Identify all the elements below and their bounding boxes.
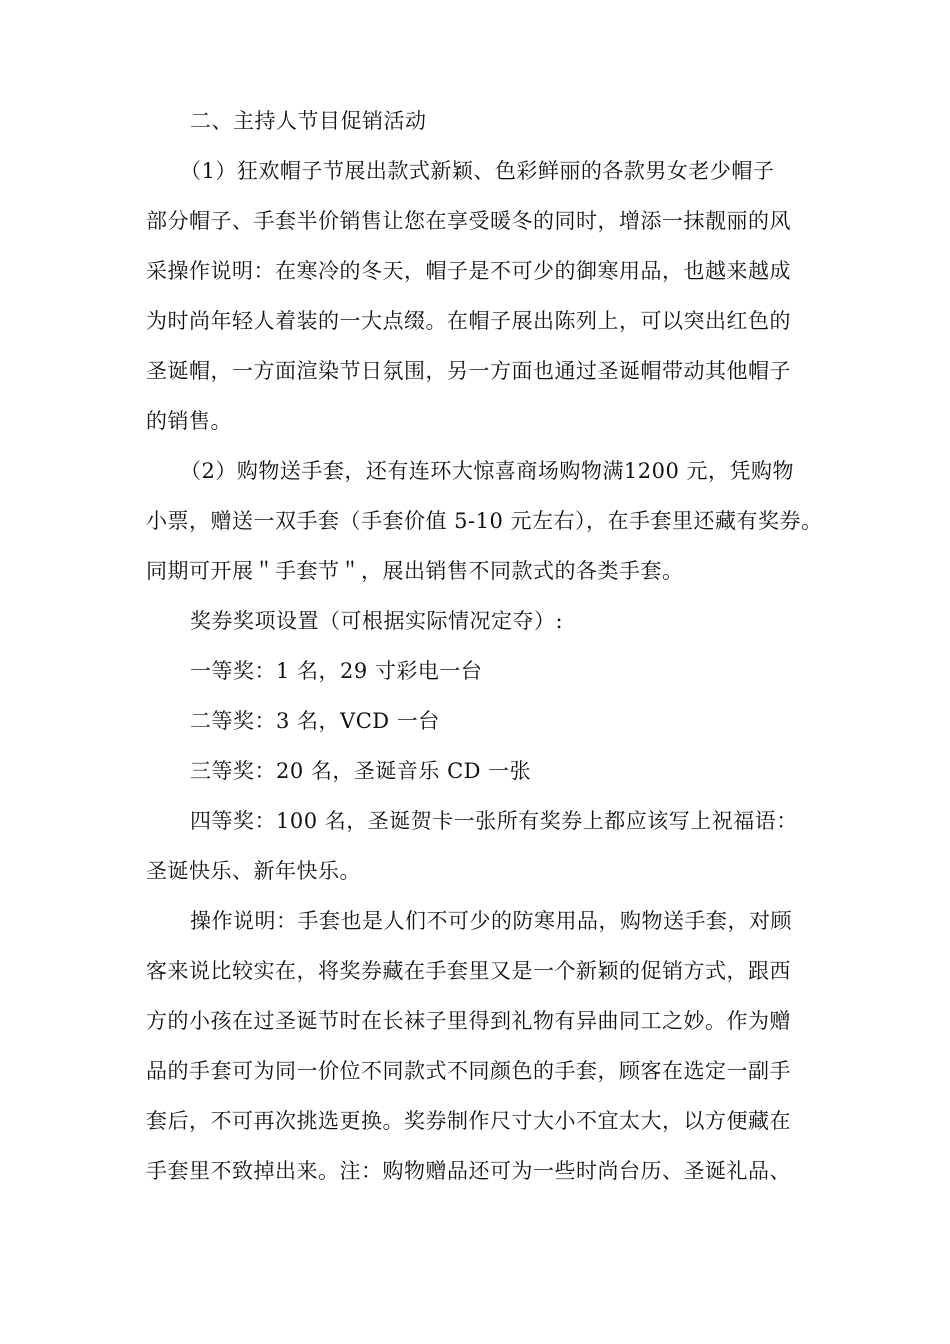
- paragraph-line: 套后，不可再次挑选更换。奖券制作尺寸大小不宜太大，以方便藏在: [146, 1109, 791, 1133]
- prize-first: 一等奖：1 名，29 寸彩电一台: [190, 659, 483, 683]
- prize-third: 三等奖：20 名，圣诞音乐 CD 一张: [190, 759, 532, 783]
- paragraph-line: 部分帽子、手套半价销售让您在享受暖冬的同时，增添一抹靓丽的风: [146, 209, 791, 233]
- paragraph-line: 圣诞快乐、新年快乐。: [146, 859, 361, 883]
- paragraph-line: 小票，赠送一双手套（手套价值 5-10 元左右），在手套里还藏有奖券。: [146, 509, 823, 533]
- prize-second: 二等奖：3 名，VCD 一台: [190, 709, 440, 733]
- paragraph-line: 圣诞帽，一方面渲染节日氛围，另一方面也通过圣诞帽带动其他帽子: [146, 359, 791, 383]
- paragraph-line: 操作说明：手套也是人们不可少的防寒用品，购物送手套，对顾: [190, 909, 792, 933]
- prize-fourth: 四等奖：100 名，圣诞贺卡一张所有奖券上都应该写上祝福语：: [190, 809, 798, 833]
- paragraph-line: 手套里不致掉出来。注：购物赠品还可为一些时尚台历、圣诞礼品、: [146, 1159, 791, 1183]
- prize-intro: 奖券奖项设置（可根据实际情况定夺）:: [190, 609, 564, 633]
- paragraph-line: 方的小孩在过圣诞节时在长袜子里得到礼物有异曲同工之妙。作为赠: [146, 1009, 791, 1033]
- paragraph-line: 为时尚年轻人着装的一大点缀。在帽子展出陈列上，可以突出红色的: [146, 309, 791, 333]
- paragraph-line: 品的手套可为同一价位不同款式不同颜色的手套，顾客在选定一副手: [146, 1059, 791, 1083]
- paragraph-line: 的销售。: [146, 409, 232, 433]
- paragraph-line: （1）狂欢帽子节展出款式新颖、色彩鲜丽的各款男女老少帽子: [180, 159, 775, 183]
- paragraph-line: （2）购物送手套，还有连环大惊喜商场购物满1200 元，凭购物: [180, 459, 794, 483]
- paragraph-line: 同期可开展＂手套节＂，展出销售不同款式的各类手套。: [146, 559, 684, 583]
- paragraph-line: 客来说比较实在，将奖券藏在手套里又是一个新颖的促销方式，跟西: [146, 959, 791, 983]
- section-heading: 二、主持人节目促销活动: [190, 109, 427, 133]
- paragraph-line: 采操作说明：在寒冷的冬天，帽子是不可少的御寒用品，也越来越成: [146, 259, 791, 283]
